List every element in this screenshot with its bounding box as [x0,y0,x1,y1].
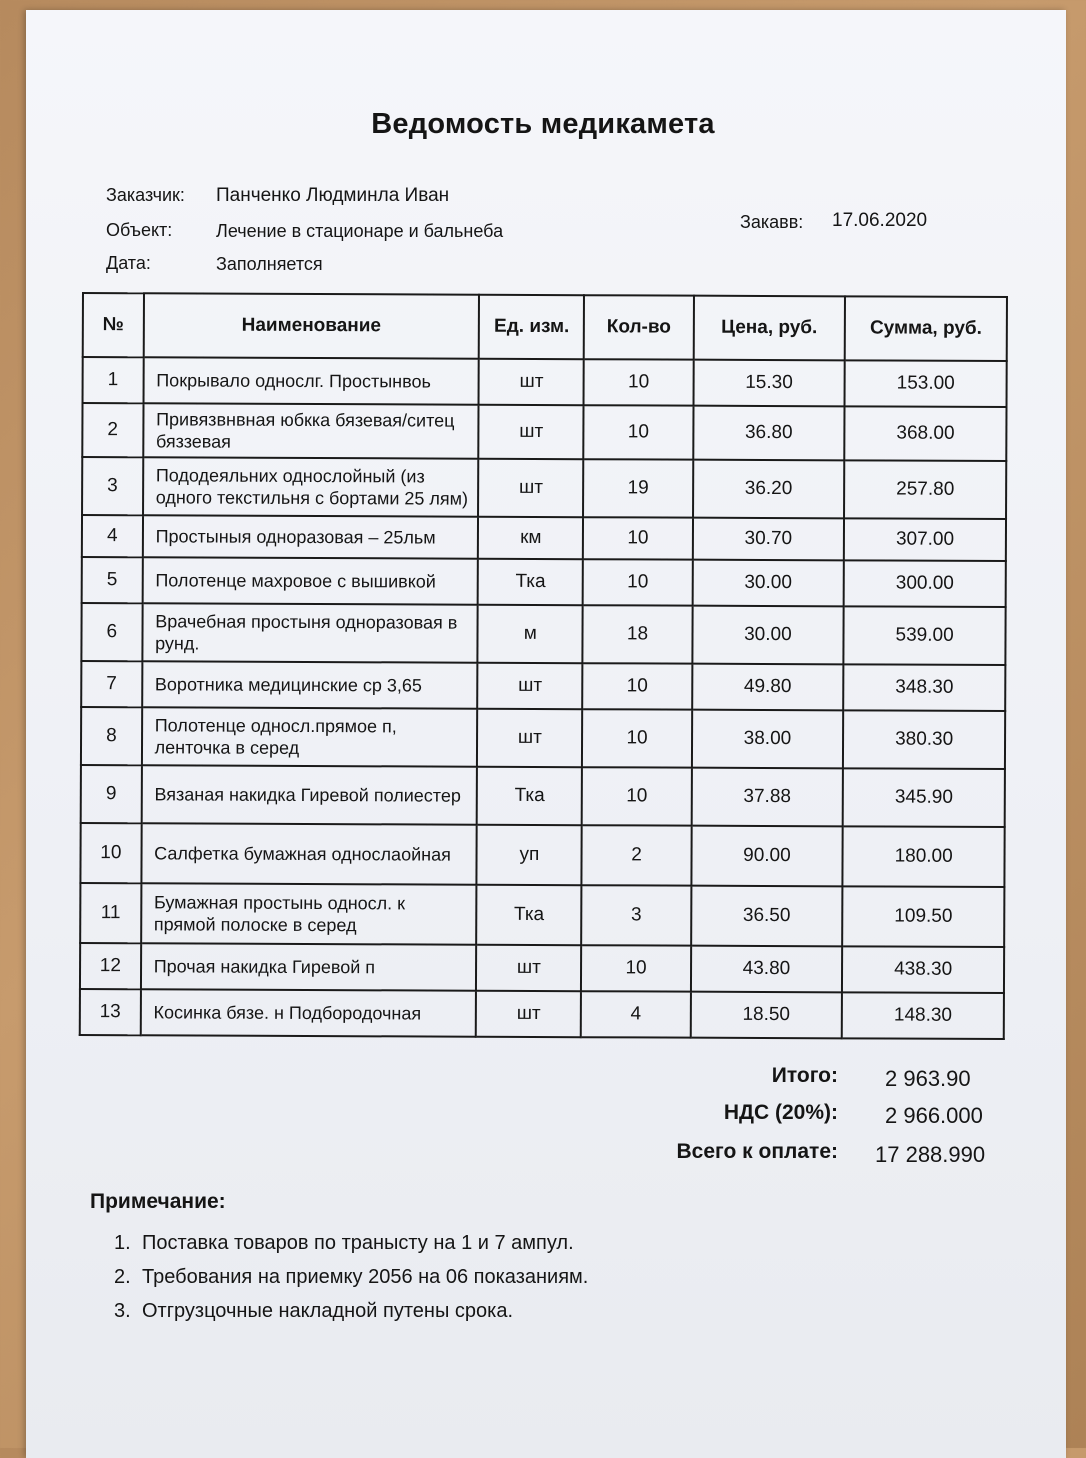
item-sum: 257.80 [844,460,1006,519]
item-price: 30.70 [692,518,844,561]
note-number: 1. [114,1232,131,1254]
item-quantity: 10 [583,663,692,709]
item-name: Привязвнвная юбкка бязевая/ситец бяззевая [143,403,479,458]
item-unit: уп [477,825,582,885]
item-name: Косинка бязе. н Подбородочная [140,989,476,1036]
item-unit: км [478,517,583,559]
item-price: 38.00 [692,710,844,769]
order-date: 17.06.2020 [832,210,928,231]
item-quantity: 3 [582,885,691,945]
item-quantity: 2 [582,825,691,885]
note-item [114,1232,574,1255]
item-name: Полотенце махровое с вышивкой [142,557,478,604]
table-row [83,357,1007,407]
item-quantity: 10 [584,359,693,405]
item-price: 90.00 [691,826,843,887]
row-number: 6 [81,603,142,661]
vat-value: 2 966.000 [885,1103,983,1128]
object-value: Лечение в стационаре и бальнеба [216,221,504,241]
item-sum: 345.90 [843,768,1005,827]
item-quantity: 10 [581,945,690,991]
table-row [80,989,1004,1039]
note-item [114,1300,513,1323]
table-row [82,457,1006,519]
note-number: 2. [114,1266,131,1288]
table-row [82,403,1006,461]
items-table [79,292,1008,1040]
customer-value: Панченко Людминла Иван [216,185,450,206]
item-sum: 438.30 [842,946,1004,993]
row-number: 9 [81,765,142,823]
item-unit: шт [479,405,584,459]
item-unit: шт [477,663,582,709]
total-label: Всего к оплате: [676,1140,838,1163]
row-number: 4 [82,515,143,557]
item-quantity: 10 [583,517,692,559]
item-unit: шт [476,991,581,1037]
item-name: Салфетка бумажная однослаойная [141,823,477,884]
order-label: Закавв: [740,212,804,232]
customer-label: Заказчик: [106,185,185,205]
item-price: 49.80 [692,664,844,711]
row-number: 2 [82,403,143,457]
item-quantity: 19 [583,459,692,517]
row-number: 13 [80,989,141,1035]
item-unit: Тка [476,885,581,945]
date-label: Дата: [106,253,151,273]
column-header-name: Наименование [143,293,479,358]
item-unit: м [478,605,583,663]
table-row [80,883,1004,947]
item-sum: 300.00 [844,560,1006,607]
item-unit: Тка [477,767,582,825]
column-header-number: № [83,293,144,357]
row-number: 10 [80,823,141,883]
item-unit: шт [477,709,582,767]
item-sum: 348.30 [843,664,1005,711]
note-text: Поставка товаров по траныcту на 1 и 7 ампул. [142,1232,574,1254]
table-header-row [83,293,1007,361]
item-unit: Тка [478,559,583,605]
note-text: Отгрузцочные накладной путены срока. [142,1300,513,1322]
item-sum: 380.30 [843,710,1005,769]
item-price: 36.50 [691,886,843,947]
item-name: Простыныя одноразовая – 25льм [142,515,478,558]
notes-title: Примечание: [90,1190,226,1213]
table-row [80,943,1004,993]
item-quantity: 18 [583,605,692,663]
item-name: Прочая накидка Гиревой п [141,943,477,990]
row-number: 12 [80,943,141,989]
subtotal-value: 2 963.90 [885,1066,971,1091]
note-item [114,1266,588,1289]
row-number: 1 [83,357,144,403]
item-sum: 539.00 [844,606,1006,665]
row-number: 3 [82,457,143,515]
item-price: 30.00 [692,606,844,665]
column-header-quantity: Кол-во [584,295,693,359]
item-quantity: 10 [583,559,692,605]
row-number: 11 [80,883,141,943]
item-quantity: 10 [584,405,693,459]
item-price: 36.80 [693,406,845,461]
item-price: 18.50 [690,992,842,1039]
table-row [82,515,1006,561]
item-sum: 307.00 [844,518,1006,561]
item-name: Вязаная накидка Гиревой полиестер [141,765,477,824]
item-price: 15.30 [693,360,845,407]
item-unit: шт [478,459,583,517]
item-name: Покрывало однослг. Простынвоь [143,357,479,404]
item-price: 30.00 [692,560,844,607]
document-title: Ведомость медикамета [371,108,715,140]
date-value: Заполняется [216,254,323,274]
item-unit: шт [479,359,584,405]
item-sum: 180.00 [843,826,1005,887]
item-name: Пододеяльних однослойный (из одного текстильня с бортами 25 лям) [143,457,479,516]
item-sum: 148.30 [842,992,1004,1039]
item-sum: 153.00 [845,360,1007,407]
column-header-price: Цена, руб. [693,296,845,361]
table-row [81,661,1005,711]
item-quantity: 4 [581,991,690,1037]
item-price: 37.88 [691,768,843,827]
item-price: 36.20 [693,460,845,519]
item-name: Воротника медицинские ср 3,65 [142,661,478,708]
table-row [81,707,1005,769]
subtotal-label: Итого: [771,1064,838,1087]
table-row [81,603,1005,665]
item-sum: 368.00 [844,406,1006,461]
item-name: Врачебная простыня одноразовая в рунд. [142,603,478,662]
note-text: Требования на приемку 2056 на 06 показаниям. [142,1266,589,1288]
total-value: 17 288.990 [875,1142,986,1167]
column-header-sum: Сумма, руб. [845,296,1007,361]
object-label: Объект: [106,220,173,240]
vat-label: НДС (20%): [723,1101,838,1124]
table-row [81,765,1005,827]
row-number: 5 [82,557,143,603]
item-name: Полотенце односл.прямое п, ленточка в серед [142,707,478,766]
item-quantity: 10 [582,767,691,825]
row-number: 8 [81,707,142,765]
table-row [82,557,1006,607]
item-name: Бумажная простынь односл. к прямой полоске в серед [141,883,477,944]
column-header-unit: Ед. изм. [479,295,584,359]
item-quantity: 10 [582,709,691,767]
item-price: 43.80 [691,946,843,993]
item-sum: 109.50 [842,886,1004,947]
table-row [80,823,1004,887]
row-number: 7 [81,661,142,707]
note-number: 3. [114,1300,131,1322]
item-unit: шт [476,945,581,991]
